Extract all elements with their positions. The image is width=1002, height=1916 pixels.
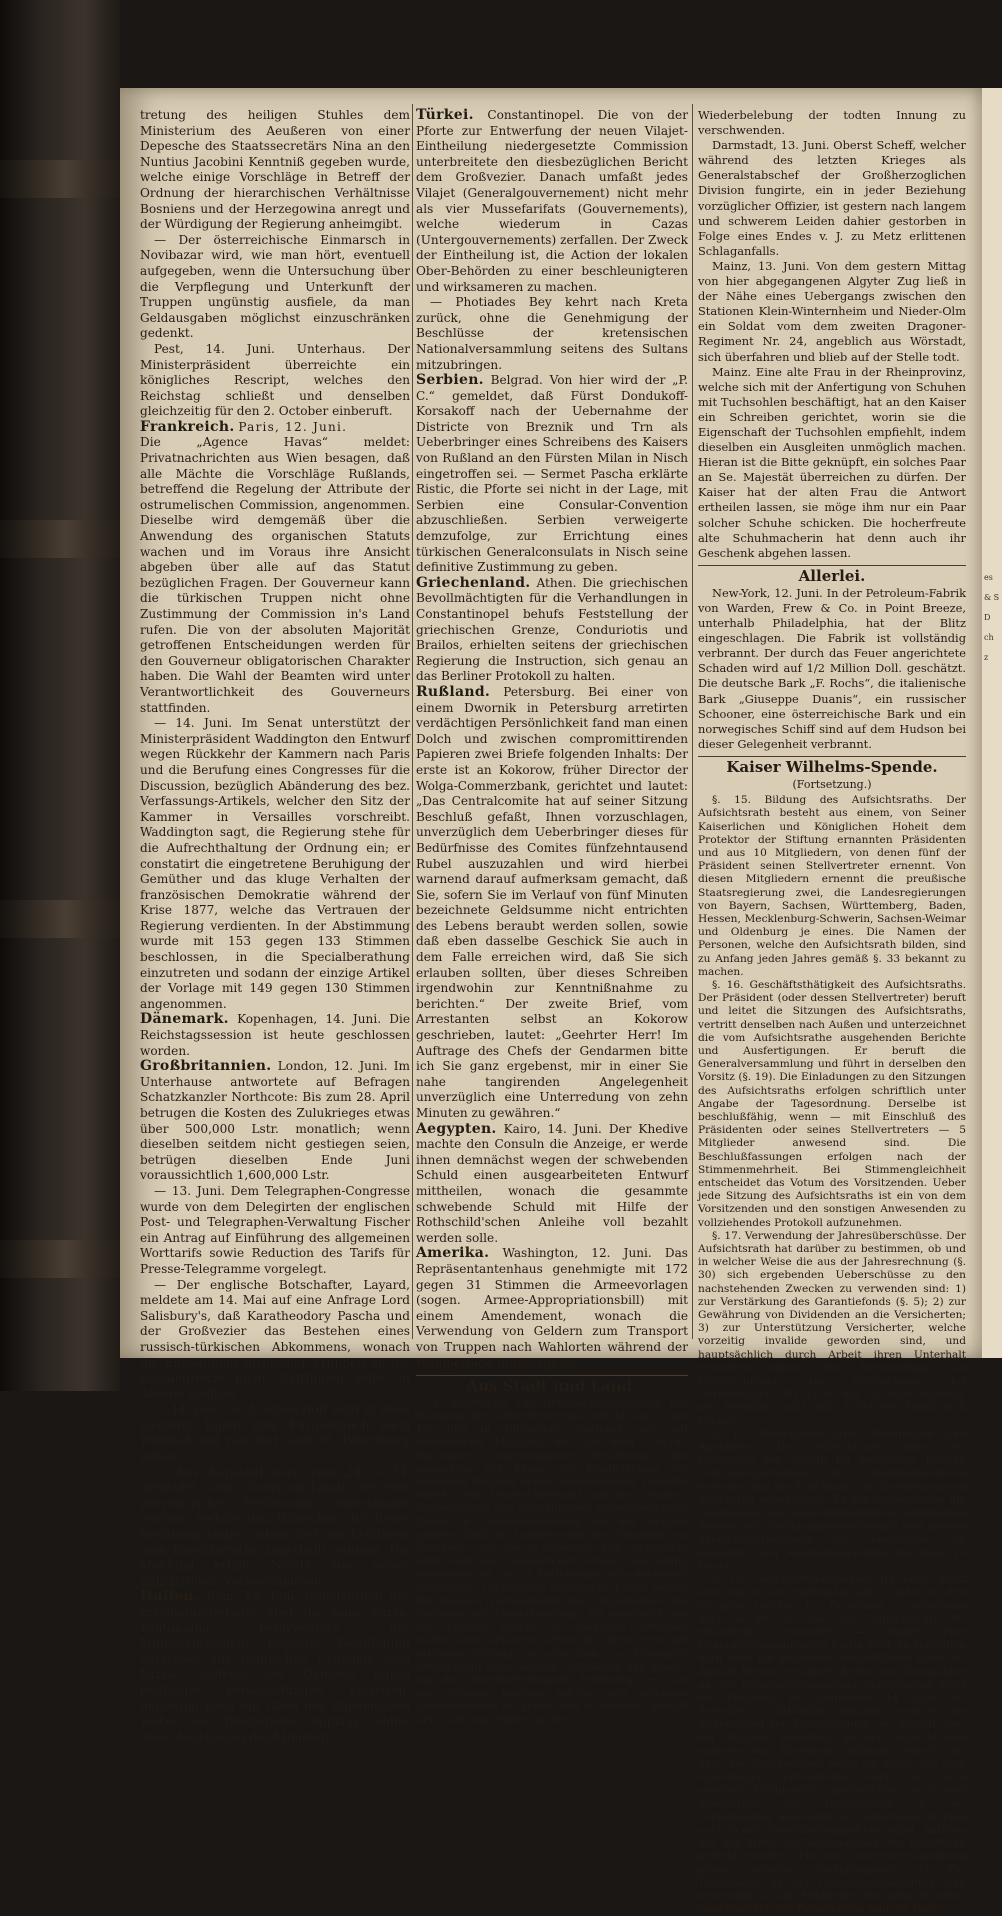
statute-paragraph: §. 17. Verwendung der Jahresüberschüsse. Der Aufsichtsrath hat darüber zu bestimmen, ob und in welcher Weise die aus der Jahresrechnung (§. 30) sich ergebenden Ueberschüsse zu den nachstehenden Zwecken zu verwenden sind: 1) zur Verstärkung des Garantiefonds (§. 5); 2) zur Gewährung von Dividenden an die Versicherten; 3) zur Unterstützung Versicherter, welche vorzeitig invalide geworden sind, und hauptsächlich durch Arbeit ihren Unterhalt erworben haben. Die Verwendung von Ueberschüssen zur Verstärkung des Garantiefonds (Nr. 1) ist nur so lange zulässig, als derselbe nicht auf 5,000,000 Mark sich beläuft. [698,1229,966,1427]
edge-text: & S [984,593,1000,602]
griechenland-section [416,576,688,685]
section-heading: Frankreich. [140,418,235,435]
section-title: Aus Stadt und Land. [416,1375,688,1395]
newspaper-page [120,88,982,1916]
section-heading: Griechenland. [416,574,531,591]
aegypten-section [416,1122,688,1247]
article-text: tretung des heiligen Stuhles dem Ministerium des Aeußeren von einer Depesche des Staatssecretärs Nina an den Nuntius Jacobini Kenntniß gegeben wurde, welche einige Vorschläge in Betreff der Ordnung der hierarchischen Verhältnisse Bosniens und der Herzegowina anregt und der Würdigung der Regierung anheimgibt. [140,108,410,232]
edge-text: z [984,653,989,662]
edge-text: D [984,613,991,622]
article-text: — 13. Juni. Dem Telegraphen-Congresse wurde von dem Delegirten der englischen Post- und Telegraphen-Verwaltung Fischer ein Antrag auf Einführung des allgemeinen Worttarifs sowie Reduction des Tarifs für Presse-Telegramme vorgelegt. [140,1183,410,1276]
statute-paragraph: §. 16. Geschäftsthätigkeit des Aufsichtsraths. Der Präsident (oder dessen Stellvertreter) beruft und leitet die Sitzungen des Aufsichtsraths, vertritt denselben nach Außen und unterzeichnet die vom Aufsichtsrathe ausgehenden Berichte und Ausfertigungen. Er beruft die Generalversammlung und führt in derselben den Vorsitz (§. 19). Die Einladungen zu den Sitzungen des Aufsichtsraths erfolgen schriftlich unter Angabe der Tagesordnung. Derselbe ist beschlußfähig, wenn — mit Einschluß des Präsidenten oder seines Stellvertreters — 5 Mitglieder anwesend sind. Die Beschlußfassungen erfolgen nach der Stimmenmehrheit. Bei Stimmengleichheit entscheidet das Votum des Vorsitzenden. Ueber jede Sitzung des Aufsichtsraths ist ein von dem Vorsitzenden und den sonstigen Anwesenden zu vollziehendes Protokoll aufzunehmen. [698,978,966,1229]
daenemark-section [140,1012,410,1059]
spine-band [0,900,120,938]
article-text: — Aus Kapstadt wird vom 24. v. M. gemeldet, dem Transvaal-Lande sei eine provisorische Verfassung zugestanden worden, welche den Wünschen der Boers Rechnung trage, indem drei der Letzteren dem Executivrathe zugetheilt würden. Die Meldung erhält Nichts von neuen militärischen Vorkommnissen. [140,1464,410,1588]
gb-section [140,1059,410,1184]
article-text: Constantinopel. Die von der Pforte zur Entwerfung der neuen Vilajet-Eintheilung niedergesetzte Commission unterbreitete den diesbezüglichen Bericht dem Großvezier. Danach umfaßt jedes Vilajet (Generalgouvernement) nicht mehr als vier Mussefarifats (Gouvernements), welche wiederum in Cazas (Untergouvernements) zerfallen. Der Zweck der Eintheilung ist, die Action der lokalen Ober-Behörden zu einer beschleunigteren und wirksameren zu machen. [416,108,688,294]
section-heading: Aegypten. [416,1120,497,1137]
section-heading: Serbien. [416,372,484,389]
article-text: — Der österreichische Einmarsch in Novibazar wird, wie man hört, eventuell aufgegeben, wenn die Untersuchung über die Verpflegung und Unterkunft der Truppen ungünstig ausfiele, da man Geldausgaben möglichst einzuschränken gedenkt. [140,232,410,341]
italien-section [140,1589,410,1745]
spine-band [0,1240,120,1278]
section-heading: Türkei. [416,107,474,123]
article-text: Washington, 12. Juni. Das Repräsentantenhaus genehmigte mit 172 gegen 31 Stimmen die Armeevorlagen (sogen. Armee-Appropriationsbill) mit einem Amendement, wonach die Verwendung von Geldern zum Transport von Truppen nach Wahlorten während der Wahlperiode untersagt ist. [416,1246,688,1370]
article-text: — Der englische Botschafter, Layard, meldete am 14. Mai auf eine Anfrage Lord Salisbury's, daß Karatheodory Pascha und der Großvezier das Bestehen eines russisch-türkischen Abkommens, wonach die Entsendung türkischer Truppen an die Balkangrenze nicht stattfinden solle, in Abrede stellten. [140,1277,410,1401]
article-text: Mainz, 13. Juni. Von dem gestern Mittag von hier abgegangenen Algyter Zug ließ in der Nähe eines Uebergangs zwischen den Stationen Klein-Winternheim und Nieder-Olm ein Soldat vom dem zweiten Dragoner-Regiment Nr. 24, angeblich aus Wörstadt, sich überfahren und blieb auf der Stelle todt. [698,258,966,364]
serbien-section [416,373,688,576]
article-text: Wiederbelebung der todten Innung zu verschwenden. [698,108,966,138]
section-title: Allerlei. [698,565,966,584]
article-text: Rom, 13. Juni. Gelegentlich der Eisenbahn-Debatte über die Linie Nizza-Ventimiglia befürwortete der Ministerpräsident Depretis Bewilligung derselben aus politischen Gründen, weil Nizza, obgleich der Dynastie durch politische Verwickelungen entrissen, immerhin noch ein Glied des italienischen Volkes sei. Donnernder Applaus lohnte diese Auslassung des Ministers. [140,1589,410,1744]
article-text: — 14. Juni. Graf Schuwaloff wird in etwa vierzehn Tagen zum Kurgebrauch nach Wildbad und von dort nach St. Petersburg gehen. [140,1402,410,1464]
spine-band [0,160,120,198]
article-text: London, 12. Juni. Im Unterhause antwortete auf Befragen Schatzkanzler Northcote: Bis zum 28. April betrugen die Kosten des Zulukrieges etwas über 500,000 Lstr. monatlich; wenn dieselben seitdem nicht gestiegen seien, betrügen dieselben Ende Juni voraussichtlich 1,600,000 Lstr. [140,1059,410,1183]
column-3 [698,108,966,1916]
edge-text: ch [984,633,994,642]
amerika-section [416,1246,688,1371]
article-text: -r.- Friedberg. Die General-Versammlung des Nassauischen Gewerbevereins, welche am 9. und 10. Juni in Dillenburg stattfand, hat mit bedeutender Majorität die von dem Central-Vorstande vorgeschlagene Resolution, die gegenüber der Frage der Neubelebung der Innungen Stellung nimmt, angenommen. Dieselbe lautet: „der Central-Vorstand und die General-Versammlung des Nassauischen Gewerbe-Vereins finden in Uebereinstimmung mit der weitaus größten Zahl der Lokalvereine die Gründung von Innungen, wie sie in neuester Zeit angestrebt wird und im Osnabrücker Statut Gestaltung gewonnen hat, nur in Verbindung nahe gelegener verwandter Ortschaften ausführbar, halten jedoch für unseren Vereinsbezirk die Organisation des Nassauischen Gewerbevereins für genügend, um alle Zwecke, welche die Innungen erreichen sollen, und theilweise selbst als diese, weil mit größeren Mitteln, zu erreichen.“ — Einsender dieses theilt diese Ansicht vollständig und glaubt, daß die Gewerbetreibenden Friedberg's es sich zur Aufgabe machen sollten, den lebenden Gewerbeverein zu heben und zu fördern, anstatt Zeit, Geld und Mühe für die [416,1396,688,1726]
section-title: Kaiser Wilhelms-Spende. [698,756,966,775]
section-heading: Rußland. [416,683,491,700]
article-text: Athen. Die griechischen Bevollmächtigten für die Verhandlungen in Constantinopel behufs Feststellung der griechischen Grenze, Conduriotis und Brailos, erhielten seitens der griechischen Regierung die Instruction, sich genau an das Berliner Protokoll zu halten. [416,575,688,684]
article-text: Mainz. Eine alte Frau in der Rheinprovinz, welche sich mit der Anfertigung von Schuhen mit Tuchsohlen beschäftigt, hat an den Kaiser ein Schreiben gerichtet, worin sie die Eigenschaft der Tuchsohlen empfiehlt, indem dieselben ein Ausgleiten unmöglich machen. Hieran ist die Bitte geknüpft, ein solches Paar an Se. Majestät überreichen zu dürfen. Der Kaiser hat der alten Frau die Antwort ertheilen lassen, sie möge ihm nur ein Paar solcher Schuhe schicken. Die hocherfreute alte Schuhmacherin hat denn auch ihr Geschenk abgehen lassen. [698,364,966,560]
section-heading: Italien. [140,1588,200,1605]
statute-paragraph: §. 19. Generalversammlung. Im Jahre 1882 und von da ab regelmäßig alle 3 Jahre in den Monaten October bis December — außerdem aber so oft, als dies der Aufsichtsrath für erforderlich erachtet — findet eine Generalversammlung in Berlin statt. In derselben wird über die gesammte geschäftliche Lage der Anstalt Bericht erstattet. Jedem zur Theilnahme an der Generalversammlung Berechtigten steht die Befugniß zu, spätestens 14 Tage vor derselben schriftliche Anträge, welche die Abänderung von Einrichtungen der Anstalt oder der Statuten betreffen, an den Aufsichtsrath einzureichen. Dieselben gelangen jedoch nur dann zur Verhandlung, wenn sie außer von dem eigentlichen Antragsteller, noch von neun anderen Mitgliedern unterzeichnet sind und mindestens der Antragsteller in der Versammlung anwesend ist. Außerdem können auch in der Generalversammlung selbst, Anträge aus der Mitte der Versammlung zur Berathung gestellt werden. Für die Generalversammlung gelten folgende Bestimmungen: 1) Zur Theilnahme an der Generalversammlung sind berechtigt: a. alle Mitglieder des Aufsichtsraths, einschließlich des Präsidenten, und die Direc- [698,1573,966,1916]
article-text: Belgrad. Von hier wird der „P. C.“ gemeldet, daß Fürst Dondukoff-Korsakoff nach der Uebernahme der Districte von Breznik und Trn als Ueberbringer eines Schreibens des Kaisers von Rußland an den Fürsten Milan in Nisch eingetroffen sei. — Sermet Pascha erklärte Ristic, die Pforte sei nicht in der Lage, mit Serbien eine Consular-Convention abzuschließen. Serbien verweigerte demzufolge, zur Errichtung eines türkischen Generalconsulats in Nisch seine definitive Zustimmung zu geben. [416,373,688,575]
column-1 [140,108,410,1745]
book-spine [0,0,120,1391]
section-heading: Amerika. [416,1245,490,1262]
statute-paragraph: §. 18. Bezirksdirectoren, Rezepturen und Agenturen. Der Aufsichtsrath kann zur Förderung der Anstalt für bestimmte Bezirke Vertrauenspersonen zu Bezirksdirectoren bestellen und die Errichtung von Rezepturen und Agenturen genehmigen. Er hat vorzugsweise die Gewinnung von Gemeindebehörden, öffentlichen Sparkassen, Eisenbahnverwaltungen und großen Arbeitsunternehmern zur Uebernahme von Rezeptur- und Agenturgeschäften ins Auge zu fassen. [698,1427,966,1572]
article-text: — 14. Juni. Im Senat unterstützt der Ministerpräsident Waddington den Entwurf wegen Rückkehr der Kammern nach Paris und die Berufung eines Congresses für die Discussion, bezüglich Abänderung des bez. Verfassungs-Artikels, welcher den Sitz der Kammer in Versailles vorschreibt. Waddington sagt, die Regierung stehe für die Aufrechthaltung der Ordnung ein; er constatirt die eingetretene Beruhigung der Gemüther und das kluge Verhalten der französischen Demokratie während der Krise 1877, welche das Vertrauen der Regierung verdienten. In der Abstimmung wurde mit 153 gegen 133 Stimmen beschlossen, in die Specialberathung einzutreten und sodann der einzige Artikel der Vorlage mit 149 gegen 130 Stimmen angenommen. [140,716,410,1011]
dateline: Paris, 12. Juni. [238,419,348,434]
section-heading: Dänemark. [140,1011,229,1028]
article-text: New-York, 12. Juni. In der Petroleum-Fabrik von Warden, Frew & Co. in Point Breeze, unterhalb Philadelphia, hat der Blitz eingeschlagen. Die Fabrik ist vollständig verbrannt. Der durch das Feuer angerichtete Schaden wird auf 1/2 Million Doll. geschätzt. Die deutsche Bark „F. Rochs“, die italienische Bark „Giuseppe Duanis“, ein russischer Schooner, eine österreichische Bark und ein norwegisches Schiff sind auf dem Hudson bei dieser Gelegenheit verbrannt. [698,585,966,751]
column-2 [416,108,688,1727]
column-rule [412,104,413,1339]
statute-paragraph: §. 15. Bildung des Aufsichtsraths. Der Aufsichtsrath besteht aus einem, von Seiner Kaiserlichen und Königlichen Hoheit dem Protektor der Stiftung ernannten Präsidenten und aus 10 Mitgliedern, von denen fünf der Präsident seinen Stellvertreter ernennt. Von diesen Mitgliedern ernennt die preußische Staatsregierung zwei, die Landesregierungen von Bayern, Sachsen, Württemberg, Baden, Hessen, Mecklenburg-Schwerin, Sachsen-Weimar und Oldenburg je eines. Die Namen der Personen, welche den Aufsichtsrath bilden, sind zu Anfang jeden Jahres gemäß §. 33 bekannt zu machen. [698,794,966,978]
tuerkei-section [416,108,688,295]
russland-section [416,685,688,1122]
article-text: Kopenhagen, 14. Juni. Die Reichstagssession ist heute geschlossen worden. [140,1012,410,1058]
column-rule [692,104,693,1339]
article-text: — Photiades Bey kehrt nach Kreta zurück, ohne die Genehmigung der Beschlüsse der kretensischen Nationalversammlung seitens des Sultans mitzubringen. [416,295,688,372]
article-text: Kairo, 14. Juni. Der Khedive machte den Consuln die Anzeige, er werde ihnen demnächst wegen der schwebenden Schuld einen ausgearbeiteten Entwurf mittheilen, wonach die gesammte schwebende Schuld mit Hilfe der Rothschild'schen Anleihe voll bezahlt werden solle. [416,1121,688,1245]
article-text: Darmstadt, 13. Juni. Oberst Scheff, welcher während des letzten Krieges als Generalstabschef der Großherzoglichen Division fungirte, ein in jeder Beziehung vorzüglicher Offizier, ist gestern nach langem und schwerem Leiden dahier gestorben in Folge eines Endes v. J. zu Metz erlittenen Schlaganfalls. [698,138,966,258]
edge-text: es [984,573,993,582]
frankreich-section [140,420,410,436]
article-text: Die „Agence Havas“ meldet: Privatnachrichten aus Wien besagen, daß alle Mächte die Vorschläge Rußlands, betreffend die Regelung der Attribute der ostrumelischen Commission, angenommen. Dieselbe wird demgemäß über die Anwendung des organischen Statuts wachen und im Voraus ihre Ansicht abgeben über alle auf das Statut bezüglichen Fragen. Der Gouverneur kann die türkischen Truppen nicht ohne Zustimmung der Commission in's Land rufen. Die von der absoluten Majorität getroffenen Entscheidungen werden für den Gouverneur obligatorischen Charakter haben. Die Wahl der Beamten wird unter Verantwortlichkeit des Gouverneurs stattfinden. [140,435,410,715]
article-text: Pest, 14. Juni. Unterhaus. Der Ministerpräsident überreichte ein königliches Rescript, welches den Reichstag schließt und denselben gleichzeitig für den 2. October einberuft. [140,341,410,419]
article-text: Petersburg. Bei einer von einem Dwornik in Petersburg arretirten verdächtigen Persönlichkeit fand man einen Dolch und zwischen compromittirenden Papieren zwei Briefe folgenden Inhalts: Der erste ist an Kokorow, früher Director der Wolga-Commerzbank, gerichtet und lautet: „Das Centralcomite hat auf seiner Sitzung Beschluß gefaßt, Ihnen vorzuschlagen, unverzüglich dem Ueberbringer dieses für Bedürfnisse des Comites fünfzehntausend Rubel auszuzahlen und wird hierbei warnend darauf aufmerksam gemacht, daß Sie, sofern Sie im Verlauf von fünf Minuten bezeichnete Geldsumme nicht entrichten des Lebens beraubt werden sollen, sowie daß eben dasselbe Geschick Sie auch in dem Falle erreichen wird, daß Sie sich erlauben sollten, über dieses Schreiben irgendwohin zur Kenntnißnahme zu berichten.“ Der zweite Brief, vom Arrestanten selbst an Kokorow geschrieben, lautet: „Geehrter Herr! Im Auftrage des Chefs der Gendarmen bitte ich Sie ganz ergebenst, mir in einer Sie nahe tangirenden Angelegenheit unverzüglich eine Unterredung von zehn Minuten zu gewähren.“ [416,684,688,1120]
spine-band [0,520,120,558]
adjacent-page-edge [982,88,1002,1358]
section-heading: Großbritannien. [140,1058,272,1075]
section-subtitle: (Fortsetzung.) [792,778,872,792]
